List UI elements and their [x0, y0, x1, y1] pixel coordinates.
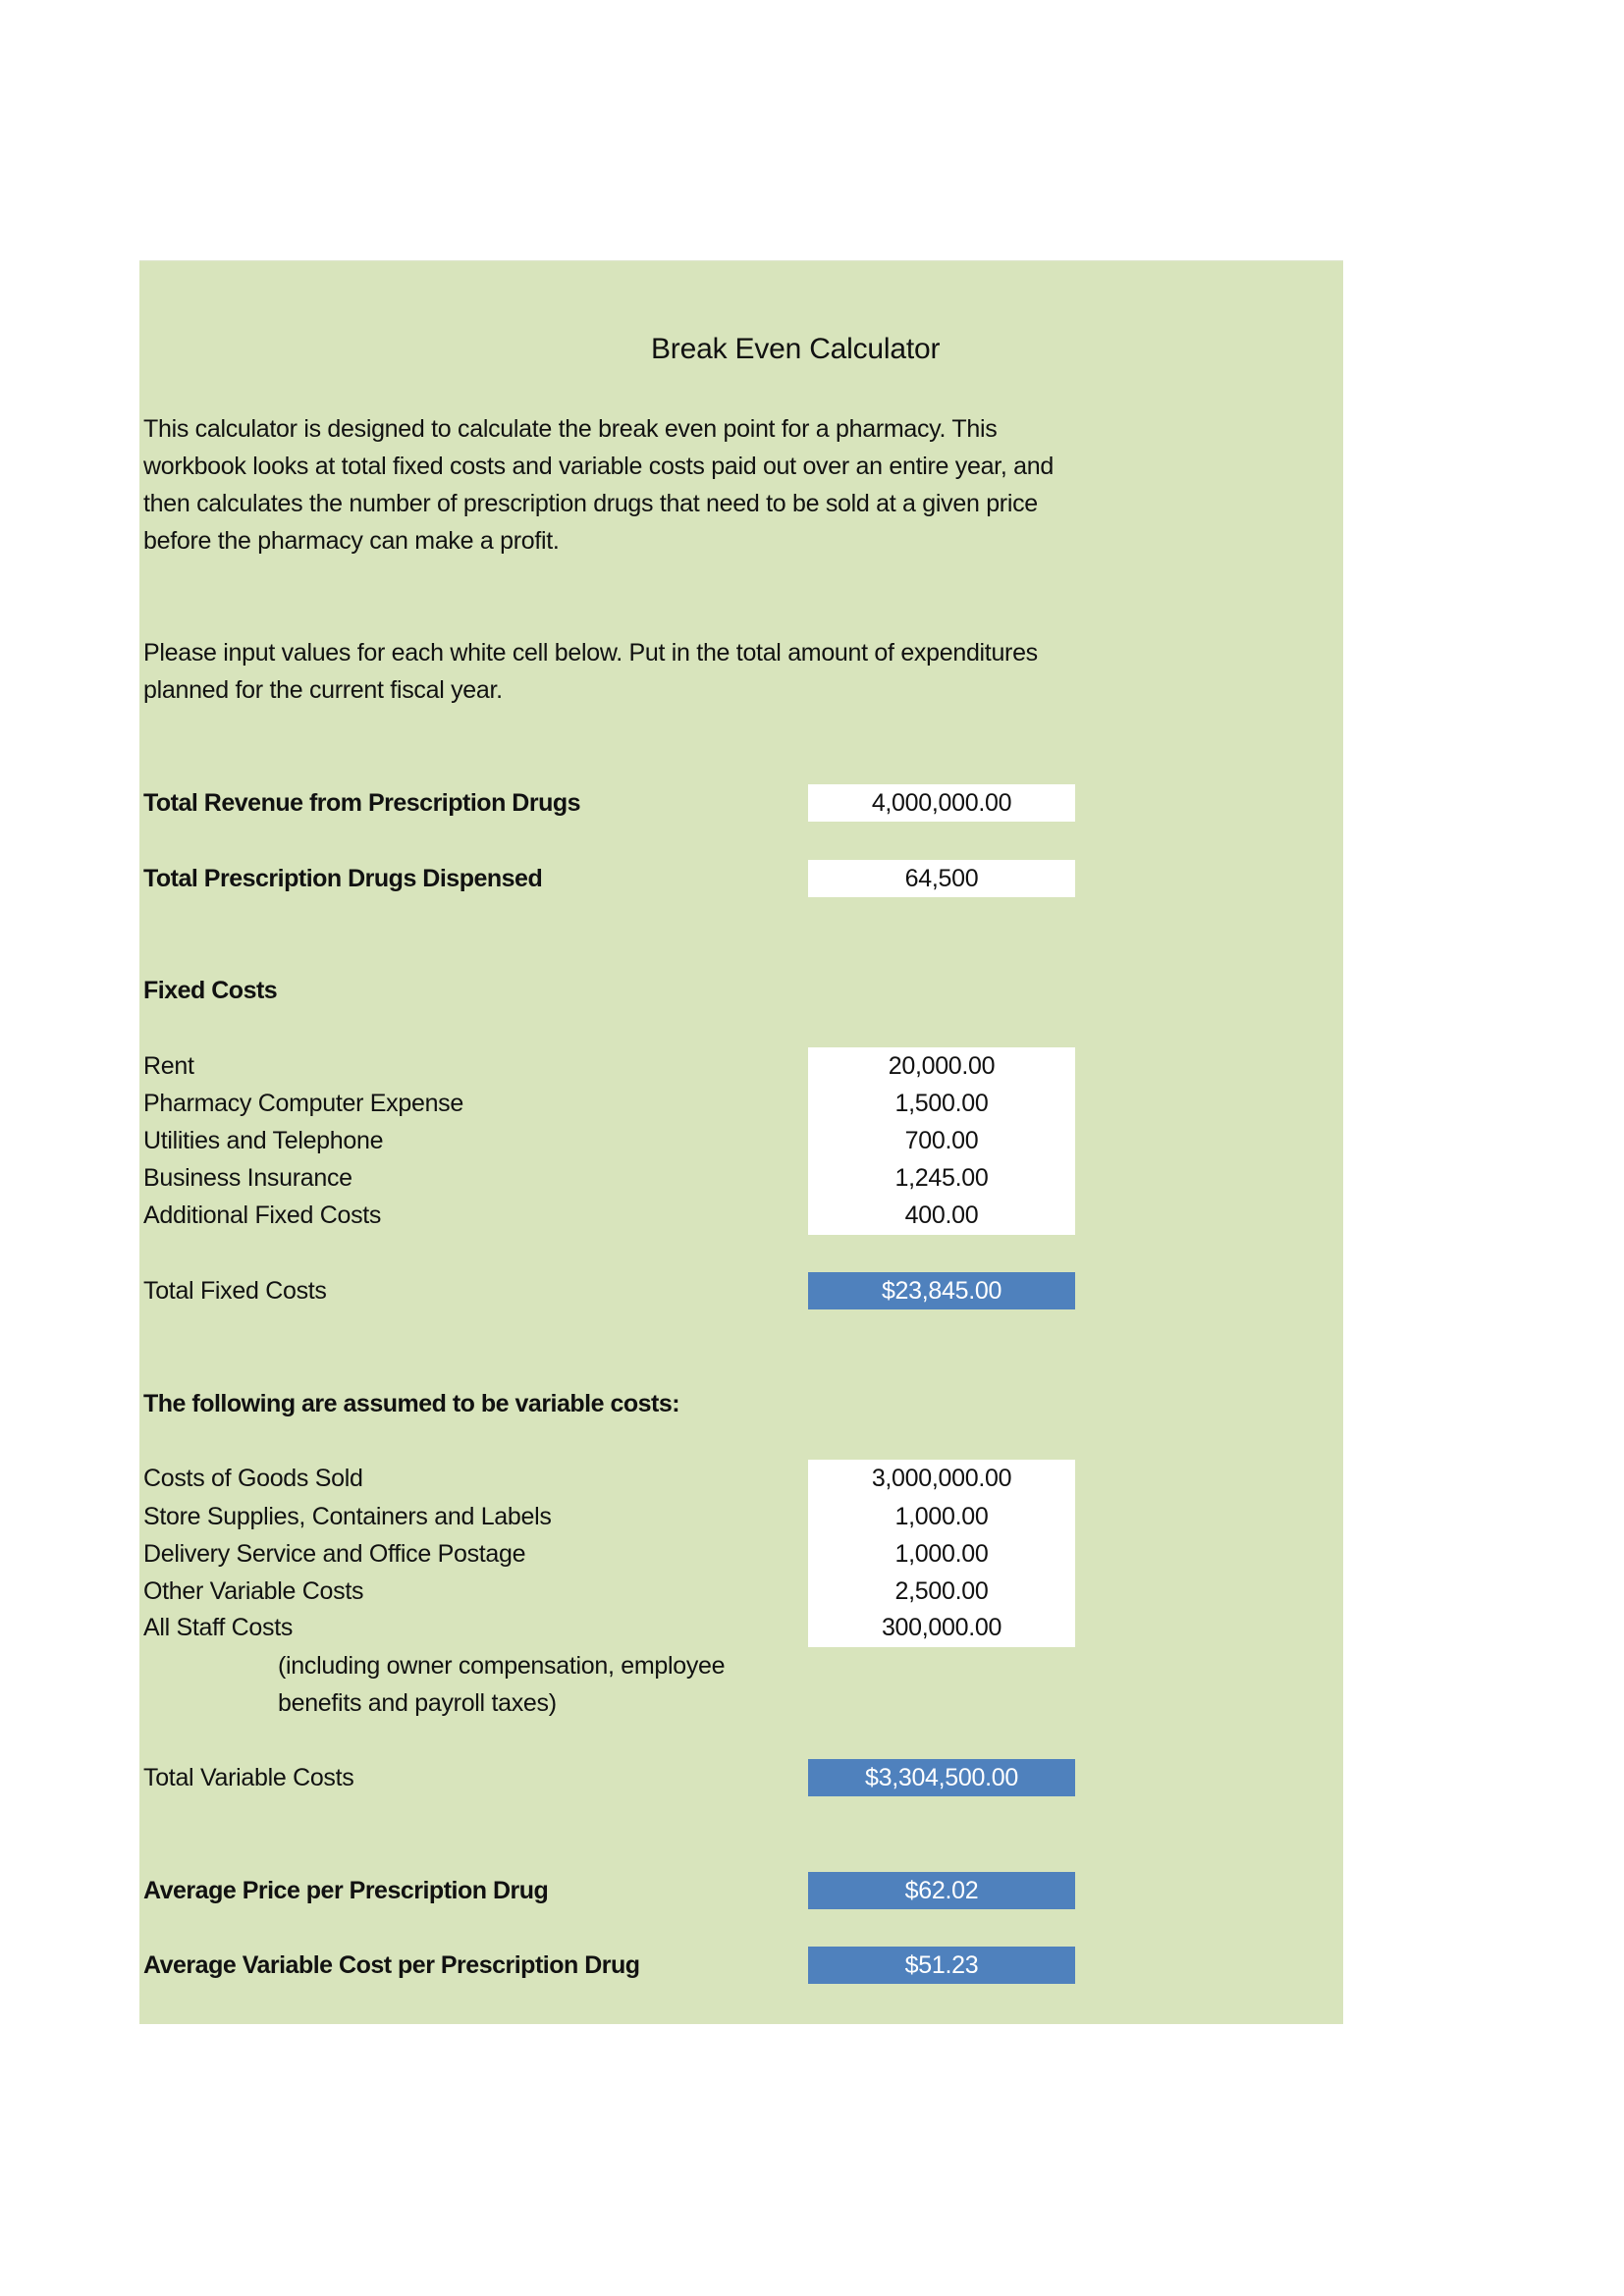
fixed-cost-input-rent[interactable]: 20,000.00: [888, 1052, 996, 1080]
dispensed-value[interactable]: 64,500: [904, 865, 979, 892]
instructions-line-1: Please input values for each white cell below. Put in the total amount of expenditures: [143, 639, 1038, 667]
variable-cost-label-staff: All Staff Costs: [143, 1614, 294, 1641]
total-fixed-costs-value: $23,845.00: [808, 1272, 1075, 1309]
fixed-cost-label-rent: Rent: [143, 1052, 194, 1080]
page-title: Break Even Calculator: [651, 333, 941, 365]
total-fixed-costs-label: Total Fixed Costs: [143, 1277, 327, 1305]
revenue-value[interactable]: 4,000,000.00: [871, 789, 1012, 817]
intro-line-4: before the pharmacy can make a profit.: [143, 527, 560, 555]
total-variable-costs-label: Total Variable Costs: [143, 1764, 354, 1791]
total-variable-costs-value: $3,304,500.00: [808, 1759, 1075, 1796]
variable-cost-label-supplies: Store Supplies, Containers and Labels: [143, 1503, 552, 1530]
variable-cost-input-supplies[interactable]: 1,000.00: [894, 1503, 989, 1530]
fixed-cost-label-utilities: Utilities and Telephone: [143, 1127, 384, 1154]
variable-cost-input-other[interactable]: 2,500.00: [894, 1577, 989, 1605]
dispensed-label: Total Prescription Drugs Dispensed: [143, 865, 543, 892]
variable-cost-input-staff[interactable]: 300,000.00: [881, 1614, 1002, 1641]
fixed-cost-input-insurance[interactable]: 1,245.00: [894, 1164, 989, 1192]
intro-line-1: This calculator is designed to calculate the break even point for a pharmacy. This: [143, 415, 998, 443]
fixed-cost-input-additional[interactable]: 400.00: [904, 1201, 979, 1229]
intro-line-3: then calculates the number of prescription drugs that need to be sold at a given price: [143, 490, 1038, 517]
staff-note-line-1: (including owner compensation, employee: [278, 1652, 726, 1680]
intro-line-2: workbook looks at total fixed costs and variable costs paid out over an entire year, and: [143, 453, 1054, 480]
variable-cost-input-cogs[interactable]: 3,000,000.00: [871, 1465, 1012, 1492]
variable-cost-label-delivery: Delivery Service and Office Postage: [143, 1540, 526, 1568]
variable-cost-label-cogs: Costs of Goods Sold: [143, 1465, 363, 1492]
average-variable-cost-value: $51.23: [808, 1947, 1075, 1984]
revenue-label: Total Revenue from Prescription Drugs: [143, 789, 581, 817]
fixed-cost-input-utilities[interactable]: 700.00: [904, 1127, 979, 1154]
fixed-costs-heading: Fixed Costs: [143, 977, 278, 1004]
fixed-cost-label-insurance: Business Insurance: [143, 1164, 352, 1192]
variable-cost-input-delivery[interactable]: 1,000.00: [894, 1540, 989, 1568]
variable-cost-label-other: Other Variable Costs: [143, 1577, 364, 1605]
fixed-cost-label-additional: Additional Fixed Costs: [143, 1201, 382, 1229]
average-variable-cost-label: Average Variable Cost per Prescription Drug: [143, 1951, 640, 1979]
fixed-cost-input-computer[interactable]: 1,500.00: [894, 1090, 989, 1117]
average-price-label: Average Price per Prescription Drug: [143, 1877, 549, 1904]
fixed-cost-label-computer: Pharmacy Computer Expense: [143, 1090, 463, 1117]
average-price-value: $62.02: [808, 1872, 1075, 1909]
variable-costs-heading: The following are assumed to be variable costs:: [143, 1390, 680, 1417]
staff-note-line-2: benefits and payroll taxes): [278, 1689, 557, 1717]
instructions-line-2: planned for the current fiscal year.: [143, 676, 503, 704]
